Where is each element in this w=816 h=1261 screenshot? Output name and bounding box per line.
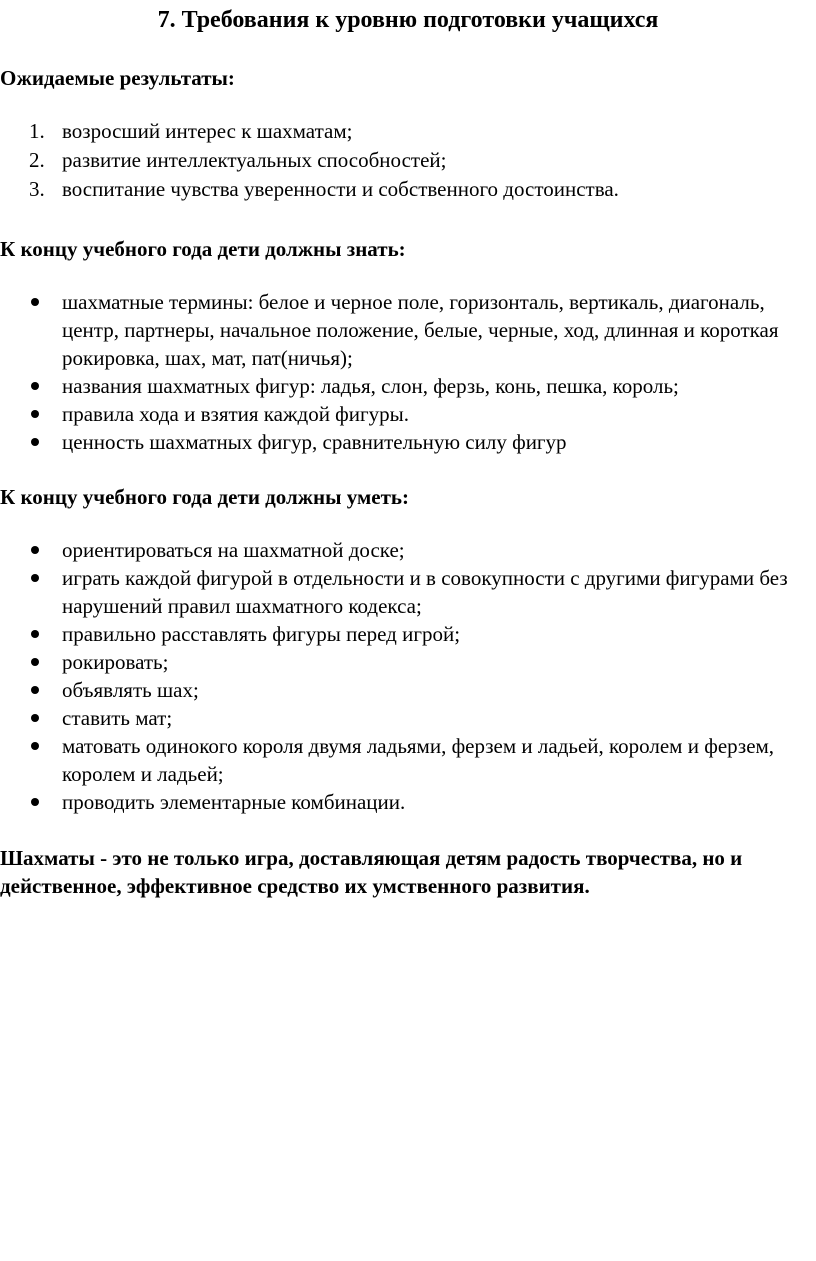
bullet-icon xyxy=(31,630,39,638)
list-item xyxy=(0,117,816,145)
list-item xyxy=(0,372,816,400)
list-item-text: ставить мат; xyxy=(62,706,173,730)
list-item xyxy=(0,146,816,174)
list-item xyxy=(0,536,816,564)
bullet-icon xyxy=(31,382,39,390)
list-item-text: развитие интеллектуальных способностей; xyxy=(62,148,447,172)
able-heading: К концу учебного года дети должны уметь: xyxy=(0,485,410,509)
expected-results-heading: Ожидаемые результаты: xyxy=(0,66,235,90)
bullet-icon xyxy=(31,658,39,666)
list-item-text: играть каждой фигурой в отдельности и в совокупности с другими фигурами без нарушений правил шахматного кодекса; xyxy=(62,566,788,618)
expected-results-list xyxy=(0,117,816,204)
list-item xyxy=(0,788,816,816)
able-list xyxy=(0,536,816,816)
list-item-text: возросший интерес к шахматам; xyxy=(62,119,353,143)
list-item xyxy=(0,288,816,372)
bullet-icon xyxy=(31,574,39,582)
know-heading: К концу учебного года дети должны знать: xyxy=(0,237,406,261)
know-list xyxy=(0,288,816,456)
bullet-icon xyxy=(31,798,39,806)
list-item-text: правила хода и взятия каждой фигуры. xyxy=(62,402,410,426)
list-item-text: шахматные термины: белое и черное поле, горизонталь, вертикаль, диагональ, центр, партнеры, начальное положение, белые, черные, ход, длинная и короткая рокировка, шах, мат, пат(ничья); xyxy=(62,290,779,370)
list-item xyxy=(0,732,816,788)
bullet-icon xyxy=(31,714,39,722)
bullet-icon xyxy=(31,410,39,418)
list-item xyxy=(0,704,816,732)
list-item xyxy=(0,676,816,704)
bullet-icon xyxy=(31,438,39,446)
bullet-icon xyxy=(31,298,39,306)
bullet-icon xyxy=(31,742,39,750)
list-item xyxy=(0,648,816,676)
list-item-text: объявлять шах; xyxy=(62,678,199,702)
closing-statement: Шахматы - это не только игра, доставляющая детям радость творчества, но и действенное, эффективное средство их умственного развития. xyxy=(0,846,743,898)
list-item xyxy=(0,620,816,648)
list-item-text: проводить элементарные комбинации. xyxy=(62,790,406,814)
list-number: 2. xyxy=(29,148,45,172)
list-item xyxy=(0,428,816,456)
list-item-text: правильно расставлять фигуры перед игрой; xyxy=(62,622,461,646)
list-item-text: ценность шахматных фигур, сравнительную силу фигур xyxy=(62,430,567,454)
list-item-text: ориентироваться на шахматной доске; xyxy=(62,538,405,562)
list-item xyxy=(0,400,816,428)
list-item xyxy=(0,175,816,203)
list-item-text: воспитание чувства уверенности и собственного достоинства. xyxy=(62,177,619,201)
bullet-icon xyxy=(31,686,39,694)
page-title: 7. Требования к уровню подготовки учащихся xyxy=(157,7,659,33)
bullet-icon xyxy=(31,546,39,554)
list-item-text: матовать одинокого короля двумя ладьями, ферзем и ладьей, королем и ферзем, королем и ладьей; xyxy=(62,734,775,786)
list-number: 1. xyxy=(29,119,45,143)
list-item-text: названия шахматных фигур: ладья, слон, ферзь, конь, пешка, король; xyxy=(62,374,679,398)
list-number: 3. xyxy=(29,177,45,201)
list-item-text: рокировать; xyxy=(62,650,169,674)
list-item xyxy=(0,564,816,620)
